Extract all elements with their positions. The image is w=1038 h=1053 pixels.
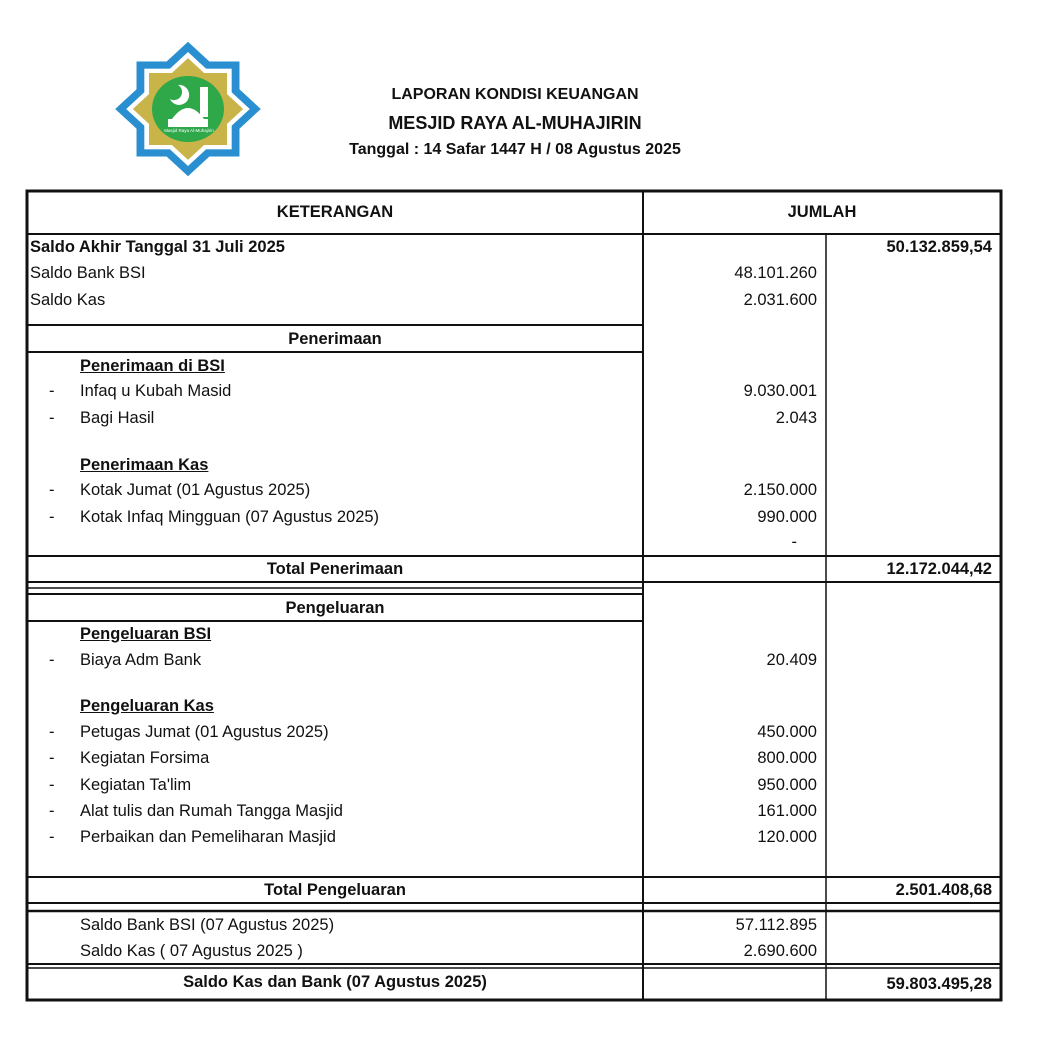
pengeluaran-kas-item-label: Perbaikan dan Pemeliharan Masjid — [80, 828, 336, 846]
list-item-dash: - — [49, 802, 55, 820]
pengeluaran-bsi-title: Pengeluaran BSI — [80, 625, 212, 643]
saldo-awal-kas-label: Saldo Kas — [30, 291, 106, 309]
penerimaan-bsi-item-label: Bagi Hasil — [80, 409, 155, 427]
mosque-name: MESJID RAYA AL-MUHAJIRIN — [388, 113, 642, 133]
penerimaan-kas-title: Penerimaan Kas — [80, 456, 209, 474]
penerimaan-bsi-item-label: Infaq u Kubah Masid — [80, 382, 232, 400]
saldo-awal-label: Saldo Akhir Tanggal 31 Juli 2025 — [30, 238, 285, 256]
list-item-dash: - — [49, 776, 55, 794]
list-item-dash: - — [49, 749, 55, 767]
pengeluaran-kas-item-value: 800.000 — [757, 749, 817, 767]
saldo-akhir-kas-label: Saldo Kas ( 07 Agustus 2025 ) — [80, 942, 303, 960]
pengeluaran-kas-item-label: Alat tulis dan Rumah Tangga Masjid — [80, 802, 343, 820]
list-item-dash: - — [49, 409, 55, 427]
penerimaan-kas-item-value: 990.000 — [757, 508, 817, 526]
mosque-logo-icon — [108, 38, 268, 180]
list-item-dash: - — [49, 382, 55, 400]
total-pengeluaran-value: 2.501.408,68 — [895, 881, 992, 899]
penerimaan-bsi-title: Penerimaan di BSI — [80, 357, 225, 375]
penerimaan-kas-item-label: Kotak Infaq Mingguan (07 Agustus 2025) — [80, 508, 380, 526]
pengeluaran-kas-item-label: Kegiatan Ta'lim — [80, 776, 192, 794]
report-date: Tanggal : 14 Safar 1447 H / 08 Agustus 2025 — [349, 141, 681, 158]
total-penerimaan-label: Total Penerimaan — [266, 560, 404, 578]
saldo-akhir-kas-value: 2.690.600 — [743, 942, 817, 960]
saldo-awal-kas-value: 2.031.600 — [743, 291, 817, 309]
saldo-akhir-total-label: Saldo Kas dan Bank (07 Agustus 2025) — [183, 973, 487, 991]
report-title: LAPORAN KONDISI KEUANGAN — [391, 86, 639, 103]
penerimaan-bsi-item-value: 9.030.001 — [743, 382, 817, 400]
pengeluaran-kas-item-value: 450.000 — [757, 723, 817, 741]
penerimaan-kas-item-label: Kotak Jumat (01 Agustus 2025) — [80, 481, 311, 499]
saldo-awal-bank-label: Saldo Bank BSI — [30, 264, 146, 282]
pengeluaran-bsi-item-value: 20.409 — [766, 651, 817, 669]
list-item-dash: - — [49, 723, 55, 741]
empty-value: - — [791, 533, 797, 551]
col-header-jumlah: JUMLAH — [787, 203, 857, 221]
saldo-akhir-total-value: 59.803.495,28 — [886, 975, 992, 993]
total-pengeluaran-label: Total Pengeluaran — [264, 881, 406, 899]
list-item-dash: - — [49, 651, 55, 669]
pengeluaran-kas-item-value: 950.000 — [757, 776, 817, 794]
pengeluaran-title: Pengeluaran — [285, 599, 385, 617]
saldo-awal-total: 50.132.859,54 — [886, 238, 992, 256]
penerimaan-title: Penerimaan — [288, 330, 382, 348]
total-penerimaan-value: 12.172.044,42 — [886, 560, 992, 578]
list-item-dash: - — [49, 828, 55, 846]
pengeluaran-kas-item-value: 120.000 — [757, 828, 817, 846]
pengeluaran-bsi-item-label: Biaya Adm Bank — [80, 651, 202, 669]
logo-text: Masjid Raya Al-Muhajirin — [164, 128, 214, 133]
saldo-awal-bank-value: 48.101.260 — [734, 264, 817, 282]
pengeluaran-kas-item-value: 161.000 — [757, 802, 817, 820]
penerimaan-bsi-item-value: 2.043 — [775, 409, 817, 427]
saldo-akhir-bank-value: 57.112.895 — [735, 916, 817, 934]
list-item-dash: - — [49, 481, 55, 499]
pengeluaran-kas-item-label: Petugas Jumat (01 Agustus 2025) — [80, 723, 329, 741]
col-header-keterangan: KETERANGAN — [276, 203, 394, 221]
saldo-akhir-bank-label: Saldo Bank BSI (07 Agustus 2025) — [80, 916, 335, 934]
pengeluaran-kas-item-label: Kegiatan Forsima — [80, 749, 210, 767]
list-item-dash: - — [49, 508, 55, 526]
penerimaan-kas-item-value: 2.150.000 — [743, 481, 817, 499]
pengeluaran-kas-title: Pengeluaran Kas — [80, 697, 214, 715]
